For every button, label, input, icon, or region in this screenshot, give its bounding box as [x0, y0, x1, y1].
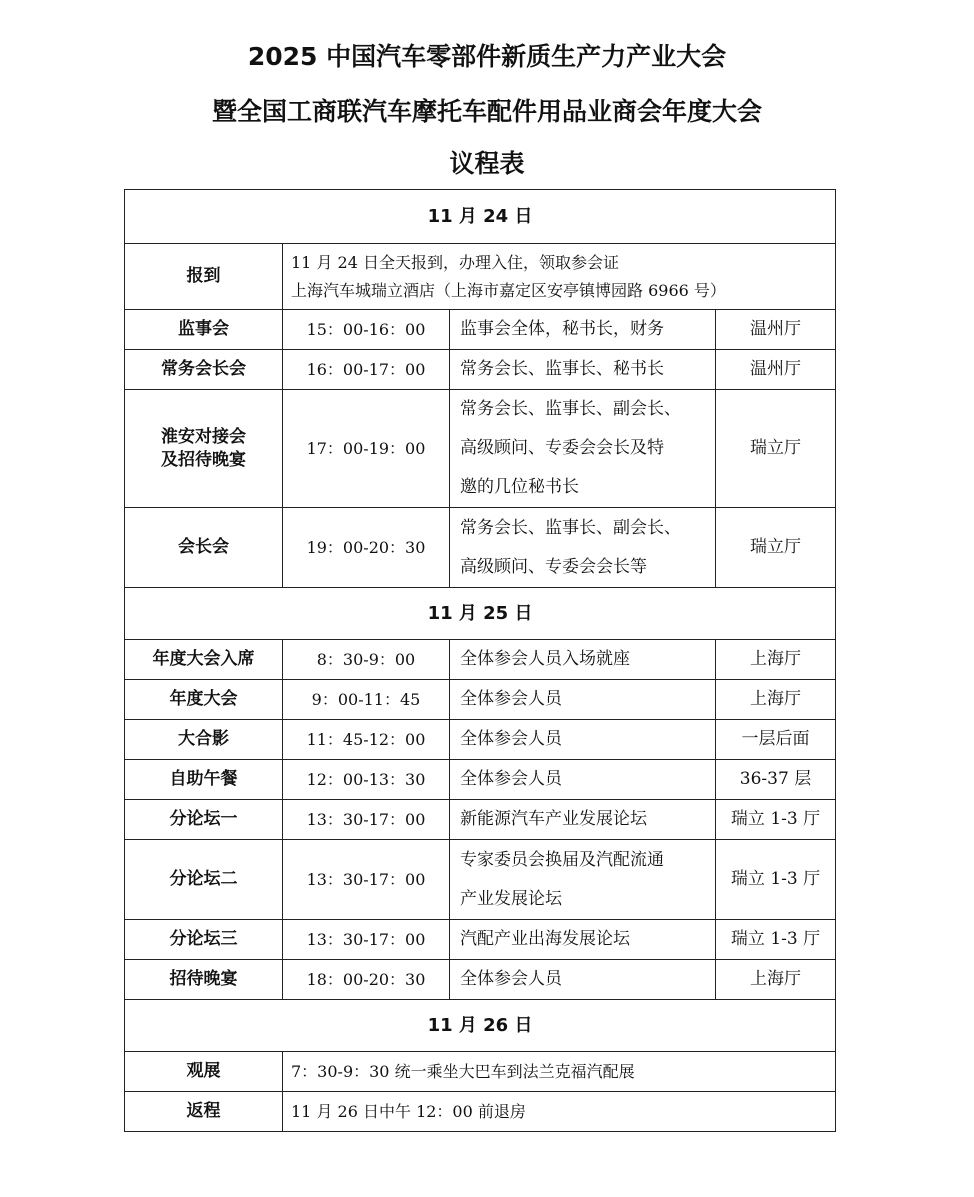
- table-row: [125, 508, 836, 588]
- row-time: 11：45-12：00: [283, 720, 450, 760]
- row-label: 自助午餐: [125, 760, 283, 800]
- row-location: 瑞立 1-3 厅: [716, 840, 836, 920]
- row-time: 15：00-16：00: [283, 310, 450, 350]
- row-time: 16：00-17：00: [283, 350, 450, 390]
- row-location: 36-37 层: [716, 760, 836, 800]
- register-line-2: 上海汽车城瑞立酒店（上海市嘉定区安亭镇博园路 6966 号）: [291, 280, 726, 300]
- row-location: 瑞立 1-3 厅: [716, 800, 836, 840]
- table-row: [125, 350, 836, 390]
- row-text: 7：30-9：30 统一乘坐大巴车到法兰克福汽配展: [283, 1052, 836, 1092]
- row-label: 观展: [125, 1052, 283, 1092]
- table-row: [125, 720, 836, 760]
- row-label-line: 及招待晚宴: [161, 449, 246, 470]
- doc-title-line2: 暨全国工商联汽车摩托车配件用品业商会年度大会: [211, 97, 762, 126]
- row-time: 13：30-17：00: [283, 840, 450, 920]
- row-desc: 常务会长、监事长、秘书长: [450, 350, 716, 390]
- row-label: 年度大会入席: [125, 640, 283, 680]
- date-row: [125, 190, 836, 244]
- row-location: 瑞立厅: [716, 390, 836, 508]
- row-label: 招待晚宴: [125, 960, 283, 1000]
- register-details: [283, 244, 836, 310]
- row-label: 分论坛三: [125, 920, 283, 960]
- row-time: 12：00-13：30: [283, 760, 450, 800]
- row-desc: 全体参会人员: [450, 960, 716, 1000]
- table-row: [125, 920, 836, 960]
- row-location: 温州厅: [716, 350, 836, 390]
- table-row: [125, 760, 836, 800]
- row-time: 17：00-19：00: [283, 390, 450, 508]
- row-text: 11 月 26 日中午 12：00 前退房: [283, 1092, 836, 1132]
- row-label: [125, 390, 283, 508]
- row-desc: [450, 840, 716, 920]
- row-desc: 监事会全体，秘书长，财务: [450, 310, 716, 350]
- table-row-register: [125, 244, 836, 310]
- table-row: [125, 640, 836, 680]
- agenda-table: [124, 189, 836, 1132]
- row-desc: 全体参会人员: [450, 760, 716, 800]
- table-row: [125, 1092, 836, 1132]
- row-location: 瑞立厅: [716, 508, 836, 588]
- row-label: 分论坛二: [125, 840, 283, 920]
- table-row: [125, 390, 836, 508]
- table-row: [125, 680, 836, 720]
- row-label: 会长会: [125, 508, 283, 588]
- row-location: 温州厅: [716, 310, 836, 350]
- row-location: 一层后面: [716, 720, 836, 760]
- table-row: [125, 310, 836, 350]
- table-row: [125, 960, 836, 1000]
- row-desc: [450, 390, 716, 508]
- row-time: 13：30-17：00: [283, 920, 450, 960]
- row-desc: 汽配产业出海发展论坛: [450, 920, 716, 960]
- table-row: [125, 840, 836, 920]
- row-label: 年度大会: [125, 680, 283, 720]
- row-label: 分论坛一: [125, 800, 283, 840]
- date-heading-26: 11 月 26 日: [125, 1000, 836, 1052]
- row-location: 上海厅: [716, 680, 836, 720]
- doc-title-line3: 议程表: [449, 149, 525, 178]
- row-time: 8：30-9：00: [283, 640, 450, 680]
- row-desc-line: 产业发展论坛: [460, 888, 562, 909]
- date-heading-24: 11 月 24 日: [125, 190, 836, 244]
- table-row: [125, 800, 836, 840]
- row-label: 监事会: [125, 310, 283, 350]
- row-desc-line: 邀的几位秘书长: [460, 477, 579, 497]
- register-line-1: 11 月 24 日全天报到，办理入住，领取参会证: [291, 252, 619, 272]
- row-desc-line: 高级顾问、专委会会长等: [460, 556, 647, 577]
- row-location: 瑞立 1-3 厅: [716, 920, 836, 960]
- row-time: 13：30-17：00: [283, 800, 450, 840]
- row-label: 大合影: [125, 720, 283, 760]
- row-time: 9：00-11：45: [283, 680, 450, 720]
- row-location: 上海厅: [716, 960, 836, 1000]
- row-label: 返程: [125, 1092, 283, 1132]
- row-time: 19：00-20：30: [283, 508, 450, 588]
- row-label: 常务会长会: [125, 350, 283, 390]
- row-label: 报到: [125, 244, 283, 310]
- row-time: 18：00-20：30: [283, 960, 450, 1000]
- row-desc-line: 常务会长、监事长、副会长、: [460, 517, 681, 538]
- row-desc-line: 高级顾问、专委会会长及特: [460, 438, 664, 458]
- date-heading-25: 11 月 25 日: [125, 588, 836, 640]
- row-desc: 全体参会人员: [450, 680, 716, 720]
- row-desc-line: 常务会长、监事长、副会长、: [460, 399, 681, 419]
- table-row: [125, 1052, 836, 1092]
- row-desc: 新能源汽车产业发展论坛: [450, 800, 716, 840]
- row-desc: [450, 508, 716, 588]
- row-desc: 全体参会人员入场就座: [450, 640, 716, 680]
- date-row: [125, 1000, 836, 1052]
- row-desc: 全体参会人员: [450, 720, 716, 760]
- doc-title-line1: 2025 中国汽车零部件新质生产力产业大会: [247, 42, 727, 71]
- date-row: [125, 588, 836, 640]
- row-location: 上海厅: [716, 640, 836, 680]
- row-desc-line: 专家委员会换届及汽配流通: [460, 849, 664, 870]
- row-label-line: 淮安对接会: [161, 426, 246, 447]
